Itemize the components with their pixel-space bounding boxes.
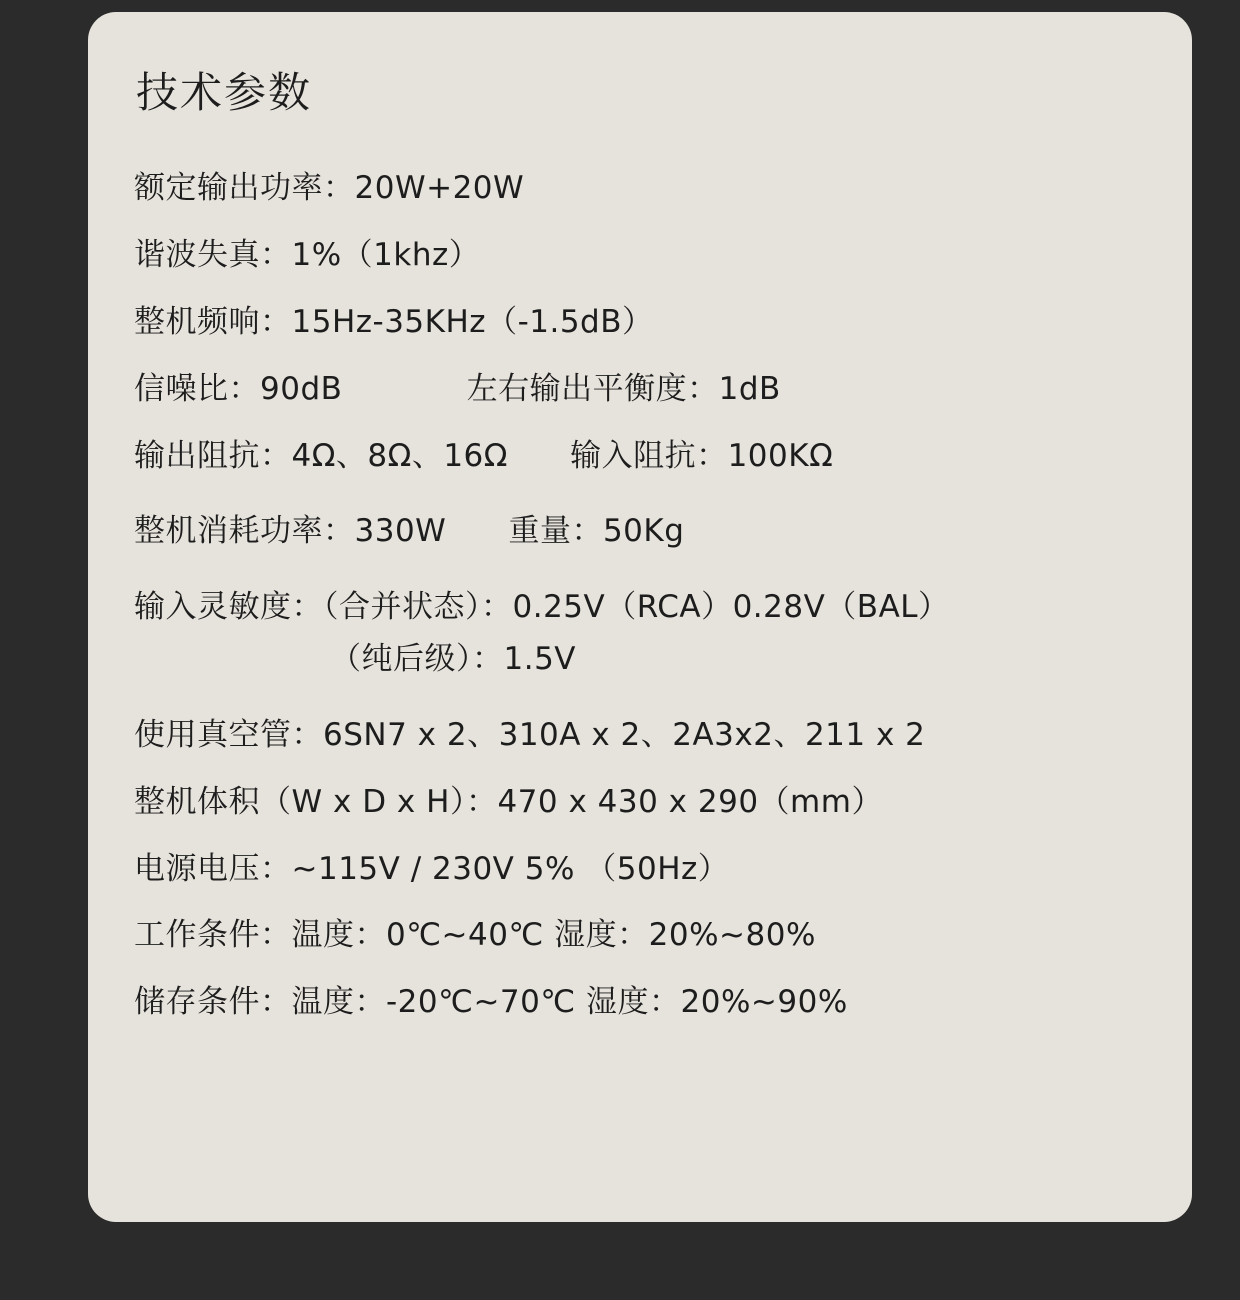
- page-title: 技术参数: [136, 68, 313, 117]
- spec-row-input-sensitivity: 输入灵敏度：（合并状态）：0.25V（RCA）0.28V（BAL）: [134, 589, 950, 626]
- spec-row-vacuum-tubes: 使用真空管：6SN7 x 2、310A x 2、2A3x2、211 x 2: [134, 716, 926, 753]
- spec-row-rated-output-power: 额定输出功率：20W+20W: [134, 170, 525, 207]
- spec-row-power-consumption-weight: 整机消耗功率：330W 重量：50Kg: [134, 513, 685, 550]
- spec-row-operating-conditions: 工作条件：温度：0℃~40℃ 湿度：20%~80%: [134, 917, 816, 954]
- spec-row-input-sensitivity-power-amp: （纯后级）：1.5V: [330, 641, 577, 678]
- spec-row-snr-and-balance: 信噪比：90dB 左右输出平衡度：1dB: [134, 370, 781, 407]
- spec-row-power-voltage: 电源电压：~115V / 230V 5% （50Hz）: [134, 850, 730, 887]
- spec-row-frequency-response: 整机频响：15Hz-35KHz（-1.5dB）: [134, 303, 654, 340]
- tech-specs-card: [88, 12, 1192, 1222]
- spec-row-dimensions: 整机体积（W x D x H）：470 x 430 x 290（mm）: [134, 783, 883, 820]
- spec-row-harmonic-distortion: 谐波失真：1%（1khz）: [134, 237, 481, 274]
- spec-row-storage-conditions: 储存条件：温度：-20℃~70℃ 湿度：20%~90%: [134, 984, 848, 1021]
- spec-list: [134, 168, 1146, 1024]
- spec-row-output-input-impedance: 输出阻抗：4Ω、8Ω、16Ω 输入阻抗：100KΩ: [134, 437, 834, 474]
